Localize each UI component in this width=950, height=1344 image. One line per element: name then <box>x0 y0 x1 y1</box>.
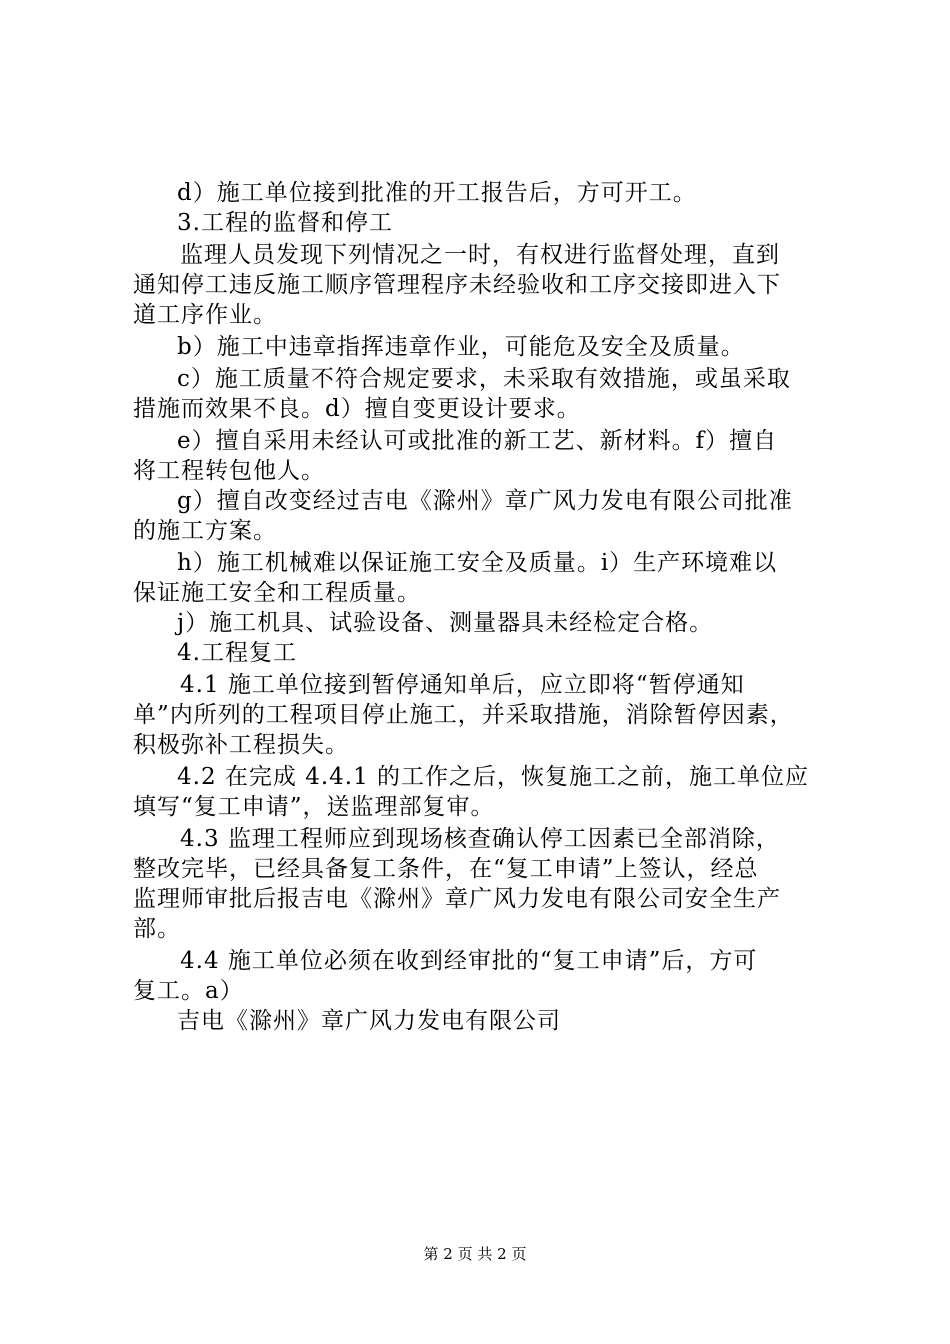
text-line: j）施工机具、试验设备、测量器具未经检定合格。 <box>177 610 714 636</box>
text-line: h）施工机械难以保证施工安全及质量。i）生产环境难以 <box>177 550 778 576</box>
text-line: g）擅自改变经过吉电《滁州》章广风力发电有限公司批准 <box>177 488 793 514</box>
company-name: 吉电《滁州》章广风力发电有限公司 <box>177 1008 561 1034</box>
text-line: 整改完毕，已经具备复工条件，在“复工申请”上签认，经总 <box>133 856 759 882</box>
text-line: 4.3 监理工程师应到现场核查确认停工因素已全部消除， <box>180 826 780 852</box>
text-line: 的施工方案。 <box>133 518 277 544</box>
text-line: b）施工中违章指挥违章作业，可能危及安全及质量。 <box>177 334 745 360</box>
text-line: 单”内所列的工程项目停止施工，并采取措施，消除暂停因素， <box>133 702 794 728</box>
section-heading: 4.工程复工 <box>177 640 297 666</box>
text-line: e）擅自采用未经认可或批准的新工艺、新材料。f）擅自 <box>177 428 778 454</box>
text-line: c）施工质量不符合规定要求，未采取有效措施，或虽采取 <box>177 366 791 392</box>
text-line: 积极弥补工程损失。 <box>133 732 349 758</box>
text-line: 复工。a） <box>133 978 244 1004</box>
page-footer: 第 2 页 共 2 页 <box>423 1245 527 1263</box>
text-line: 将工程转包他人。 <box>133 458 325 484</box>
text-line: 通知停工违反施工顺序管理程序未经验收和工序交接即进入下 <box>133 272 781 298</box>
text-line: 填写“复工申请”，送监理部复审。 <box>133 794 495 820</box>
text-line: 监理师审批后报吉电《滁州》章广风力发电有限公司安全生产 <box>133 886 781 912</box>
text-line: d）施工单位接到批准的开工报告后，方可开工。 <box>177 180 697 206</box>
text-line: 措施而效果不良。d）擅自变更设计要求。 <box>133 396 581 422</box>
text-line: 4.1 施工单位接到暂停通知单后，应立即将“暂停通知 <box>180 672 745 698</box>
text-line: 保证施工安全和工程质量。 <box>133 580 421 606</box>
section-heading: 3.工程的监督和停工 <box>177 210 393 236</box>
text-line: 4.4 施工单位必须在收到经审批的“复工申请”后，方可 <box>180 948 758 974</box>
text-line: 部。 <box>133 916 181 942</box>
text-line: 监理人员发现下列情况之一时，有权进行监督处理，直到 <box>180 242 780 268</box>
text-line: 道工序作业。 <box>133 302 277 328</box>
text-line: 4.2 在完成 4.4.1 的工作之后，恢复施工之前，施工单位应 <box>177 764 810 790</box>
